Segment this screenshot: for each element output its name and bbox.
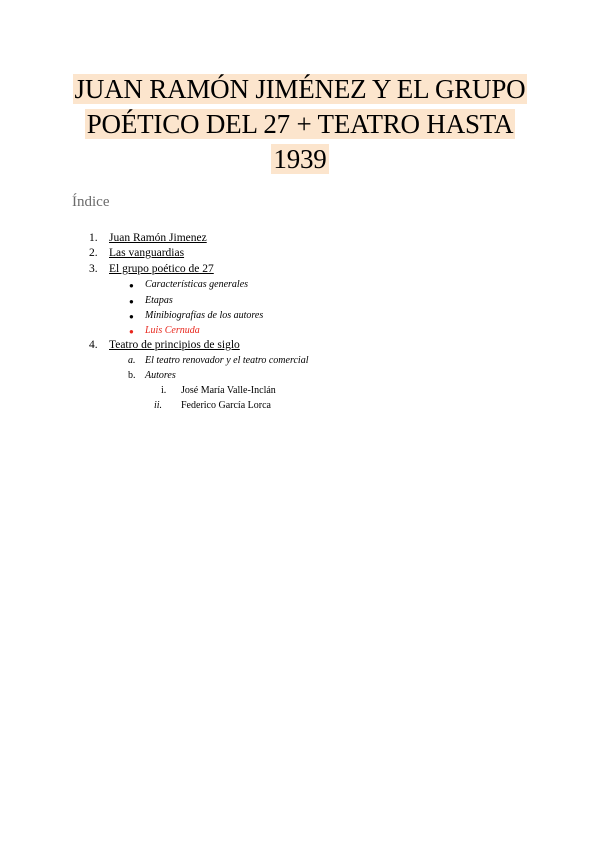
- list-marker-a: a.: [128, 355, 136, 366]
- list-number-2: 2.: [89, 247, 98, 259]
- toc-subitem-minibiografias[interactable]: Minibiografías de los autores: [145, 310, 264, 321]
- list-number-4: 4.: [89, 339, 98, 351]
- toc-subitem-autores[interactable]: Autores: [145, 370, 176, 381]
- list-number-3: 3.: [89, 263, 98, 275]
- toc-subitem-etapas[interactable]: Etapas: [145, 295, 173, 306]
- toc-subitem-garcia-lorca[interactable]: Federico García Lorca: [181, 400, 271, 411]
- toc-subitem-teatro-renovador[interactable]: El teatro renovador y el teatro comercial: [145, 355, 309, 366]
- toc-subitem-luis-cernuda[interactable]: Luis Cernuda: [145, 325, 200, 336]
- toc-subitem-valle-inclan[interactable]: José María Valle-Inclán: [181, 385, 276, 396]
- bullet-icon: ●: [129, 281, 134, 290]
- toc-link-juan-ramon-jimenez[interactable]: Juan Ramón Jimenez: [109, 232, 207, 244]
- toc-subitem-caracteristicas[interactable]: Características generales: [145, 279, 249, 290]
- title-line-1: JUAN RAMÓN JIMÉNEZ Y EL GRUPO: [74, 74, 526, 104]
- index-heading: Índice: [72, 194, 110, 210]
- list-marker-i: i.: [161, 385, 167, 396]
- toc-link-teatro[interactable]: Teatro de principios de siglo: [109, 339, 240, 351]
- list-number-1: 1.: [89, 232, 98, 244]
- list-marker-ii: ii.: [154, 400, 163, 411]
- title-line-2: POÉTICO DEL 27 + TEATRO HASTA: [86, 109, 514, 139]
- bullet-icon: ●: [129, 327, 134, 336]
- toc-link-grupo-poetico[interactable]: El grupo poético de 27: [109, 263, 214, 275]
- document-title: [0, 72, 600, 177]
- toc-link-las-vanguardias[interactable]: Las vanguardias: [109, 247, 185, 259]
- title-line-3: 1939: [273, 144, 327, 174]
- bullet-icon: ●: [129, 312, 134, 321]
- list-marker-b: b.: [128, 370, 136, 381]
- bullet-icon: ●: [129, 297, 134, 306]
